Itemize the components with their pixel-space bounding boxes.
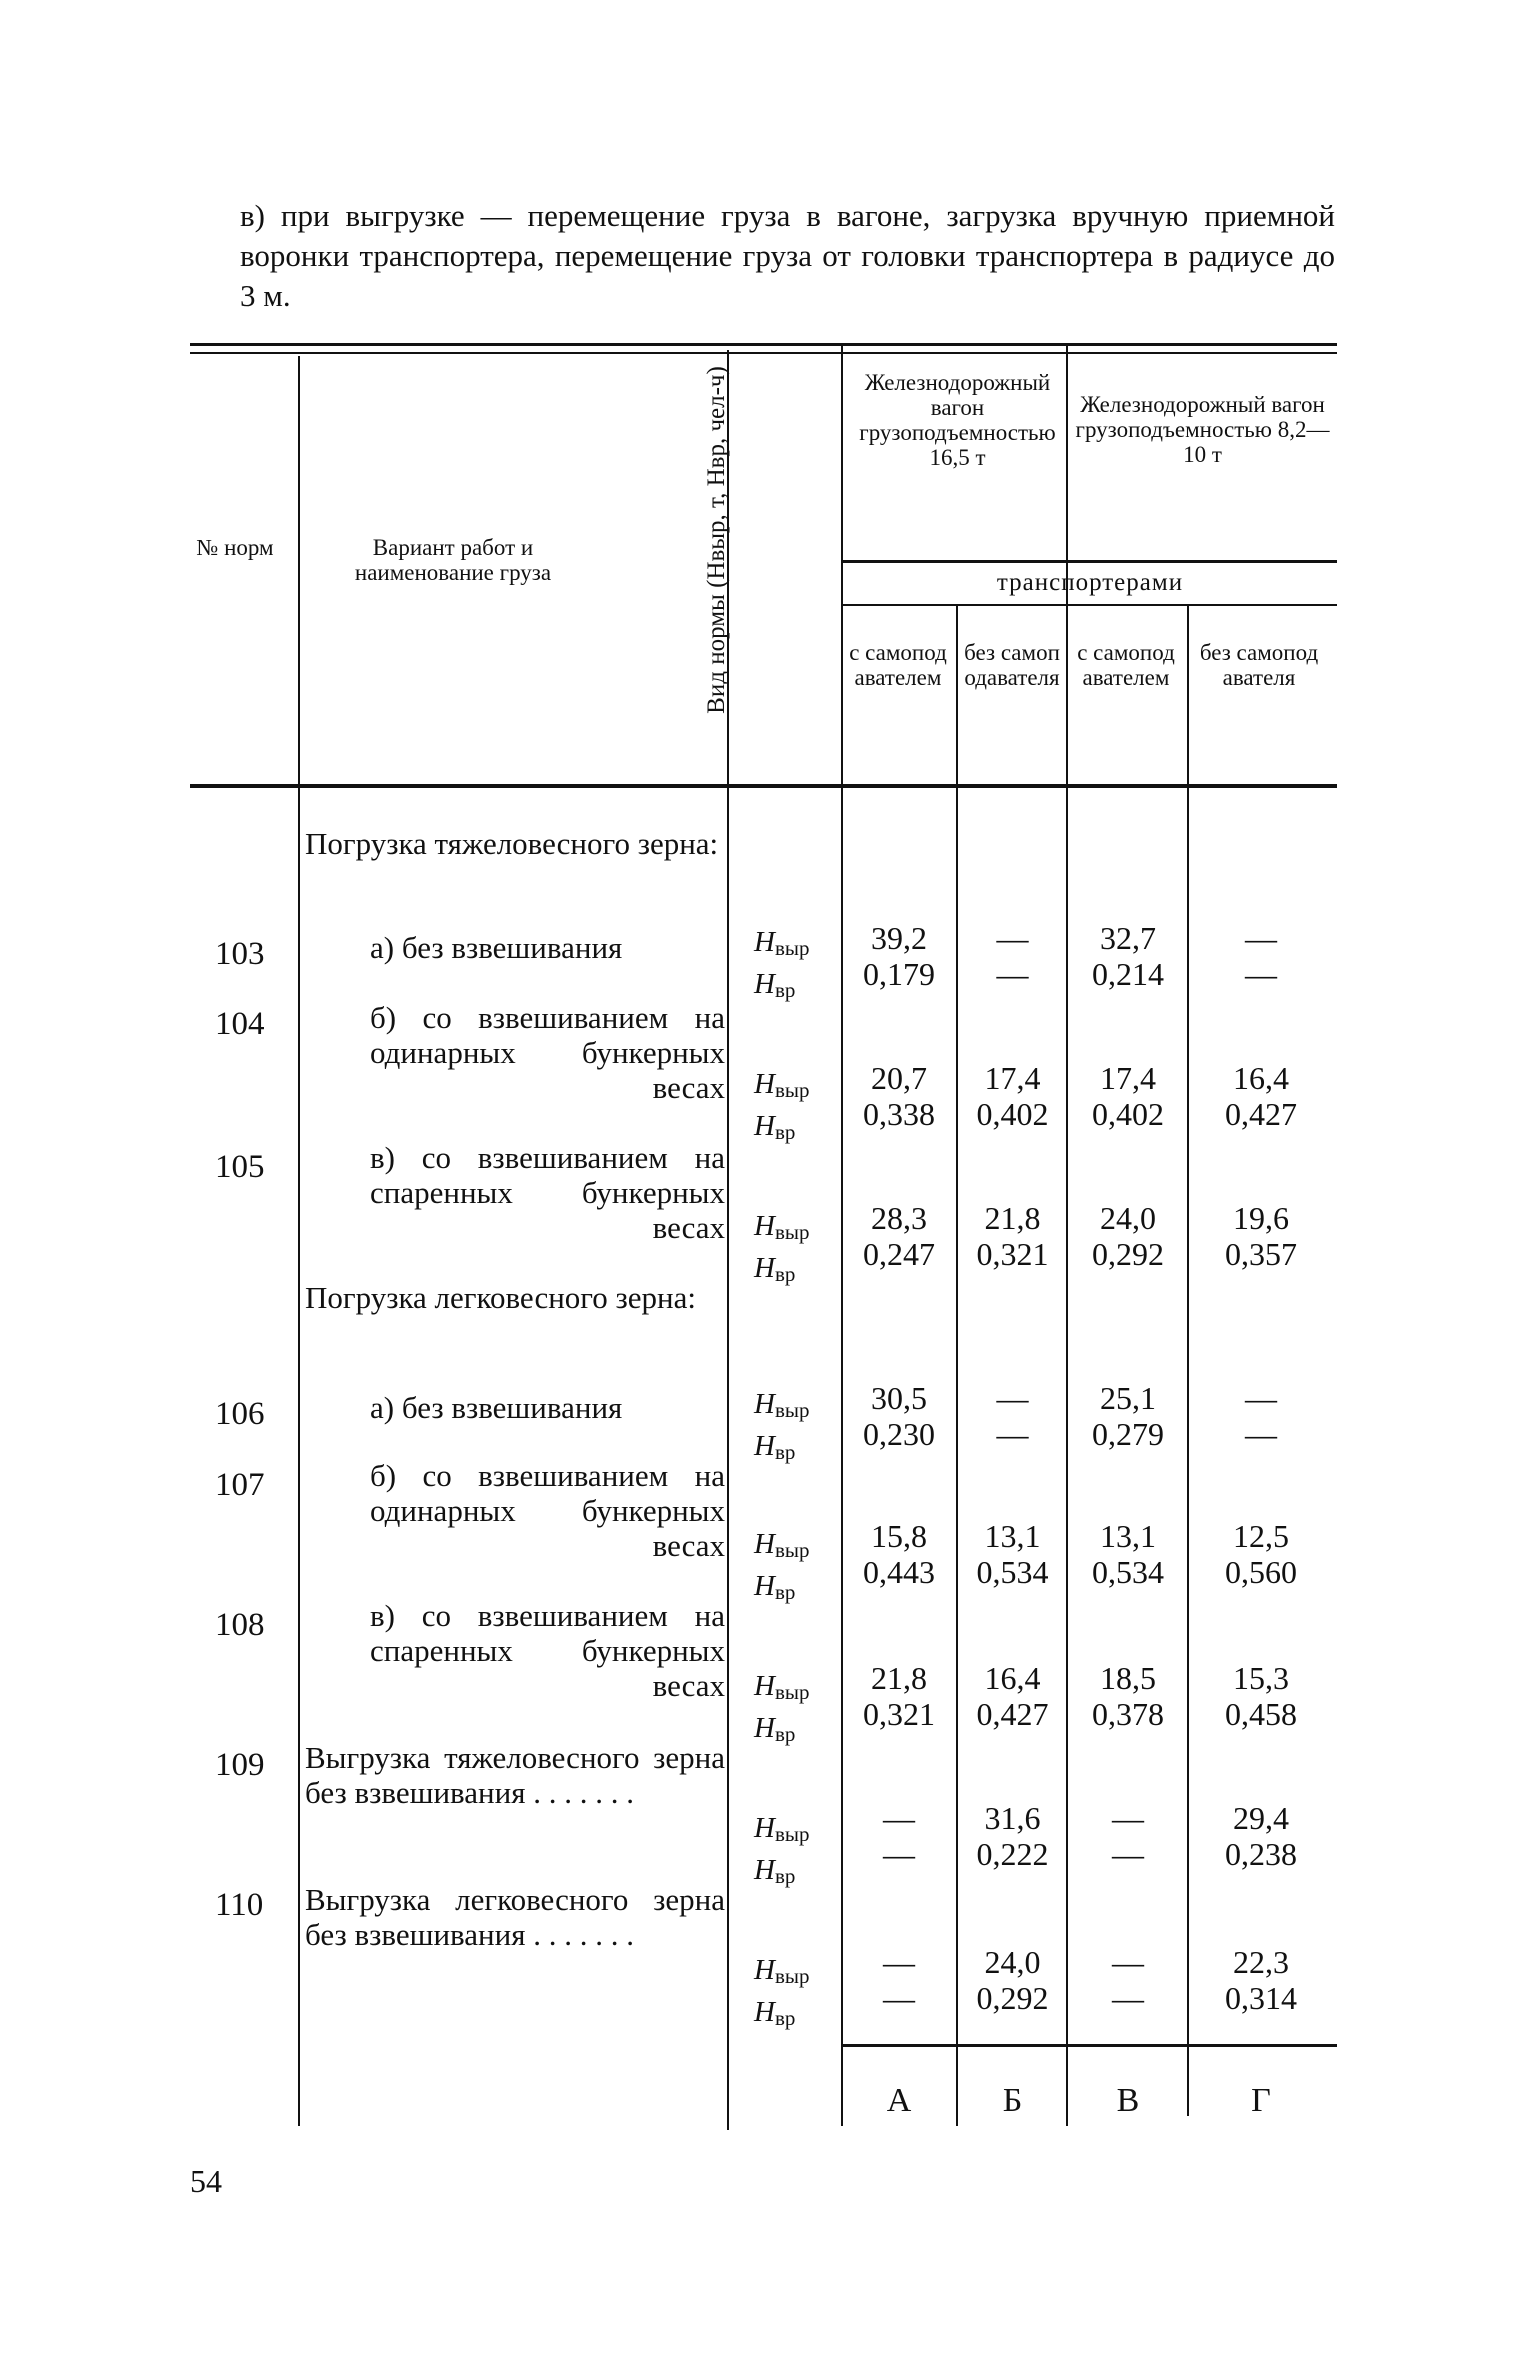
row-description: б) со взвешиванием на одинарных бункерных весах <box>370 1458 725 1563</box>
col-divider-3 <box>841 346 843 2126</box>
col-divider-5 <box>1066 346 1068 2126</box>
cell-a: 21,8 0,321 <box>863 1660 935 1732</box>
kind-label: $Н_{выр}$ $Н_{вр}$ <box>754 1954 810 2030</box>
cell-c: 13,1 0,534 <box>1092 1518 1164 1590</box>
header-sub-4: без самоподавателя <box>1199 640 1319 690</box>
cell-c: 17,4 0,402 <box>1092 1060 1164 1132</box>
cell-d: 12,5 0,560 <box>1225 1518 1297 1590</box>
cell-b: 16,4 0,427 <box>976 1660 1049 1732</box>
page-number: 54 <box>190 2163 222 2199</box>
header-sub-1: с самоподавателем <box>849 640 947 690</box>
cell-d: 19,6 0,357 <box>1225 1200 1297 1272</box>
kind-label: $Н_{выр}$ $Н_{вр}$ <box>754 1388 810 1464</box>
row-description: а) без взвешивания <box>370 1390 623 1425</box>
table-top-rule-2 <box>190 352 1337 354</box>
transport-rule <box>843 560 1337 563</box>
cell-d: — — <box>1245 1380 1277 1452</box>
col-divider-4 <box>956 606 958 2126</box>
kind-label: $Н_{выр}$ $Н_{вр}$ <box>754 1812 810 1888</box>
cell-b: 21,8 0,321 <box>976 1200 1049 1272</box>
header-wagon-a: Железнодорожный вагон грузоподъемностью 16,5 т <box>859 370 1056 470</box>
column-letter-d: Г <box>1251 2082 1271 2119</box>
cell-a: 20,7 0,338 <box>863 1060 935 1132</box>
row-description: в) со взвешиванием на спаренных бункерных весах <box>370 1140 725 1245</box>
cell-b: — — <box>996 1380 1029 1452</box>
cell-c: 24,0 0,292 <box>1092 1200 1164 1272</box>
norm-number: 105 <box>215 1149 265 1185</box>
header-transport: транспортерами <box>996 569 1184 596</box>
cell-b: 13,1 0,534 <box>976 1518 1049 1590</box>
cell-a: 28,3 0,247 <box>863 1200 935 1272</box>
cell-c: 25,1 0,279 <box>1092 1380 1164 1452</box>
col-divider-6 <box>1187 606 1189 2116</box>
cell-b: 31,6 0,222 <box>976 1800 1049 1872</box>
norm-number: 104 <box>215 1006 265 1042</box>
header-kind <box>700 360 800 720</box>
cell-b: 17,4 0,402 <box>976 1060 1049 1132</box>
cell-a: 30,5 0,230 <box>863 1380 935 1452</box>
intro-paragraph: в) при выгрузке — перемещение груза в вагоне, загрузка вручную приемной воронки транспортера, перемещение груза от головки транспортера в радиусе до 3 м. <box>240 198 1335 313</box>
data-bottom-rule <box>843 2044 1337 2047</box>
row-description: Выгрузка легковесного зерна без взвешивания . . . . . . . <box>305 1882 725 1952</box>
subheader-rule <box>843 604 1337 606</box>
cell-d: 16,4 0,427 <box>1225 1060 1297 1132</box>
cell-c: 18,5 0,378 <box>1092 1660 1164 1732</box>
cell-b: — — <box>996 920 1029 992</box>
kind-label: $Н_{выр}$ $Н_{вр}$ <box>754 1528 810 1604</box>
row-description: а) без взвешивания <box>370 930 623 965</box>
header-sub-2: без самоподавателя <box>964 640 1060 690</box>
table-top-rule-1 <box>190 343 1337 346</box>
norm-number: 103 <box>215 936 265 972</box>
norm-number: 108 <box>215 1607 265 1643</box>
row-description: Выгрузка тяжеловесного зерна без взвешивания . . . . . . . <box>305 1740 725 1810</box>
group-load-heavy: Погрузка тяжеловесного зерна: <box>305 826 719 861</box>
norm-number: 106 <box>215 1396 265 1432</box>
kind-label: $Н_{выр}$ $Н_{вр}$ <box>754 926 810 1002</box>
cell-a: — — <box>883 1800 915 1872</box>
cell-c: — — <box>1112 1944 1144 2016</box>
cell-d: 29,4 0,238 <box>1225 1800 1297 1872</box>
header-sub-3: с самоподавателем <box>1077 640 1175 690</box>
column-letter-a: А <box>886 2082 912 2119</box>
kind-label: $Н_{выр}$ $Н_{вр}$ <box>754 1210 810 1286</box>
kind-label: $Н_{выр}$ $Н_{вр}$ <box>754 1068 810 1144</box>
col-divider-1 <box>298 356 300 2126</box>
cell-c: — — <box>1112 1800 1144 1872</box>
norm-number: 109 <box>215 1747 265 1783</box>
row-description: б) со взвешиванием на одинарных бункерных весах <box>370 1000 725 1105</box>
kind-label: $Н_{выр}$ $Н_{вр}$ <box>754 1670 810 1746</box>
group-load-light: Погрузка легковесного зерна: <box>305 1280 696 1315</box>
cell-a: — — <box>883 1944 915 2016</box>
row-description: в) со взвешиванием на спаренных бункерных весах <box>370 1598 725 1703</box>
header-no: № норм <box>196 535 274 560</box>
cell-a: 15,8 0,443 <box>863 1518 935 1590</box>
column-letter-b: Б <box>1002 2082 1023 2119</box>
cell-d: — — <box>1245 920 1277 992</box>
column-letter-c: В <box>1116 2082 1140 2119</box>
cell-d: 22,3 0,314 <box>1225 1944 1297 2016</box>
norm-number: 107 <box>215 1467 265 1503</box>
header-bottom-rule <box>190 784 1337 788</box>
norm-number: 110 <box>215 1887 264 1923</box>
cell-b: 24,0 0,292 <box>976 1944 1049 2016</box>
cell-a: 39,2 0,179 <box>863 920 935 992</box>
cell-d: 15,3 0,458 <box>1225 1660 1297 1732</box>
header-kind-text: Вид нормы (Нвыр, т, Нвр, чел-ч) <box>703 366 730 714</box>
cell-c: 32,7 0,214 <box>1092 920 1164 992</box>
header-variant: Вариант работ и наименование груза <box>354 535 552 585</box>
header-wagon-b: Железнодорожный вагон грузоподъемностью 8,2—10 т <box>1075 392 1330 467</box>
